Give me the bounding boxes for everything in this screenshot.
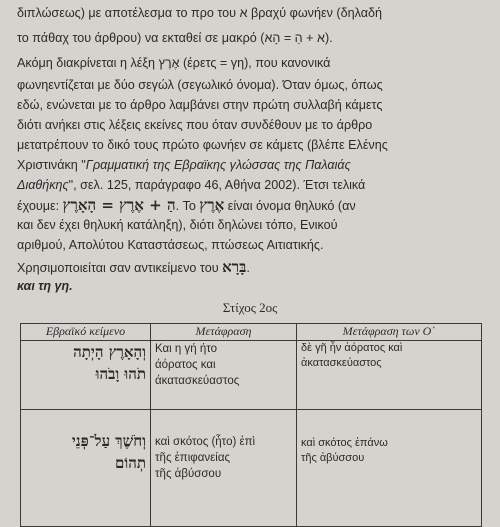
table-row	[21, 410, 482, 527]
column-header: Μετάφραση	[151, 324, 297, 341]
text-fragment: Χριστινάκη "	[17, 158, 86, 172]
text-line-12: αριθμού, Απολύτου Καταστάσεως, πτώσεως Αιτιατικής.	[17, 238, 324, 252]
translation-line: τῆς ἐπιφανείας	[155, 452, 231, 464]
translation-line: άκατασκεύαστος	[155, 375, 240, 387]
text-fragment: είναι όνομα θηλυκό (αν	[227, 199, 356, 213]
septuagint-line: ἀκατασκεύαστος	[301, 357, 382, 369]
text-line-10	[17, 196, 356, 215]
hebrew-text-cell	[21, 341, 151, 410]
verse-title: Στίχος 2ος	[222, 300, 278, 315]
hebrew-text-cell	[21, 410, 151, 527]
septuagint-line: καὶ σκότος ἐπάνω	[301, 437, 388, 449]
text-line-7: μετατρέπουν το δικό τους πρώτο φωνήεν σε κάμετς (βλέπε Ελένης	[17, 138, 388, 152]
text-line-2: το πάθαχ του άρθρου) να εκταθεί σε μακρό (א + הַ = הָא).	[17, 31, 333, 45]
text-line-13	[17, 258, 250, 277]
table-header-row	[21, 324, 482, 341]
text-fragment: .	[246, 261, 250, 275]
hebrew-equation: הַ + אֶרֶץ = הָאָרֶץ	[62, 196, 176, 214]
translation-line: άόρατος και	[155, 359, 216, 371]
septuagint-line: δὲ γῆ ἦν ἀόρατος καὶ	[301, 342, 403, 354]
hebrew-line: וְחֹשֶׁךְ עַל־פְּנֵי	[71, 432, 146, 450]
text-fragment: έχουμε:	[17, 199, 60, 213]
hebrew-word: אֶרֶץ	[199, 196, 225, 214]
column-header: Μετάφραση των Ο΄	[297, 324, 482, 341]
septuagint-cell	[297, 341, 482, 410]
text-fragment: Χρησιμοποιείται σαν αντικείμενο του	[17, 261, 219, 275]
text-line-1: διπλώσεως) με αποτέλεσμα το προ του א βραχύ φωνήεν (δηλαδή	[17, 6, 382, 20]
translation-table	[20, 323, 482, 527]
text-line-3: Ακόμη διακρίνεται η λέξη אֶרֶץ (έρετς = γη), που κανονικά	[17, 56, 331, 70]
text-line-9	[17, 178, 365, 192]
hebrew-line: תֹהוּ וָבֹהוּ	[95, 365, 146, 383]
text-line-5: εδώ, ενώνεται με το άρθρο λαμβάνει στην πρώτη συλλαβή κάμετς	[17, 98, 383, 112]
translation-line: Και η γή ήτο	[155, 343, 218, 355]
section-heading: και τη γη.	[17, 279, 73, 293]
hebrew-word: בָּרָא	[222, 258, 247, 276]
text-line-4: φωνηεντίζεται με δύο σεγώλ (σεγωλικό όνομα). Όταν όμως, όπως	[17, 78, 383, 92]
translation-cell	[151, 410, 297, 527]
septuagint-cell	[297, 410, 482, 527]
text-fragment: ", σελ. 125, παράγραφο 46, Αθήνα 2002). Έτσι τελικά	[68, 178, 366, 192]
translation-line: καὶ σκότος (ἦτο) ἐπὶ	[155, 436, 256, 448]
text-line-8	[17, 158, 351, 172]
column-header: Εβραϊκό κείμενο	[21, 324, 151, 341]
hebrew-line: וְהָאָרֶץ הָיְתָה	[73, 343, 146, 361]
translation-cell	[151, 341, 297, 410]
translation-line: τῆς ἀβύσσου	[155, 468, 222, 480]
septuagint-line: τῆς ἀβύσσου	[301, 452, 365, 464]
text-fragment: . Το	[175, 199, 196, 213]
table-row	[21, 341, 482, 410]
text-line-11: και δεν έχει θηλυκή κατάληξη), διότι δηλώνει τόπο, Ενικού	[17, 218, 338, 232]
text-line-6: διότι ανήκει στις λέξεις εκείνες που όταν συνδέθουν με το άρθρο	[17, 118, 373, 132]
hebrew-line: תְהוֹם	[115, 454, 146, 472]
book-title-italic-end: Διαθήκης	[17, 178, 69, 192]
book-title-italic: Γραμματική της Εβραϊκης γλώσσας της Παλαιάς	[85, 158, 351, 172]
